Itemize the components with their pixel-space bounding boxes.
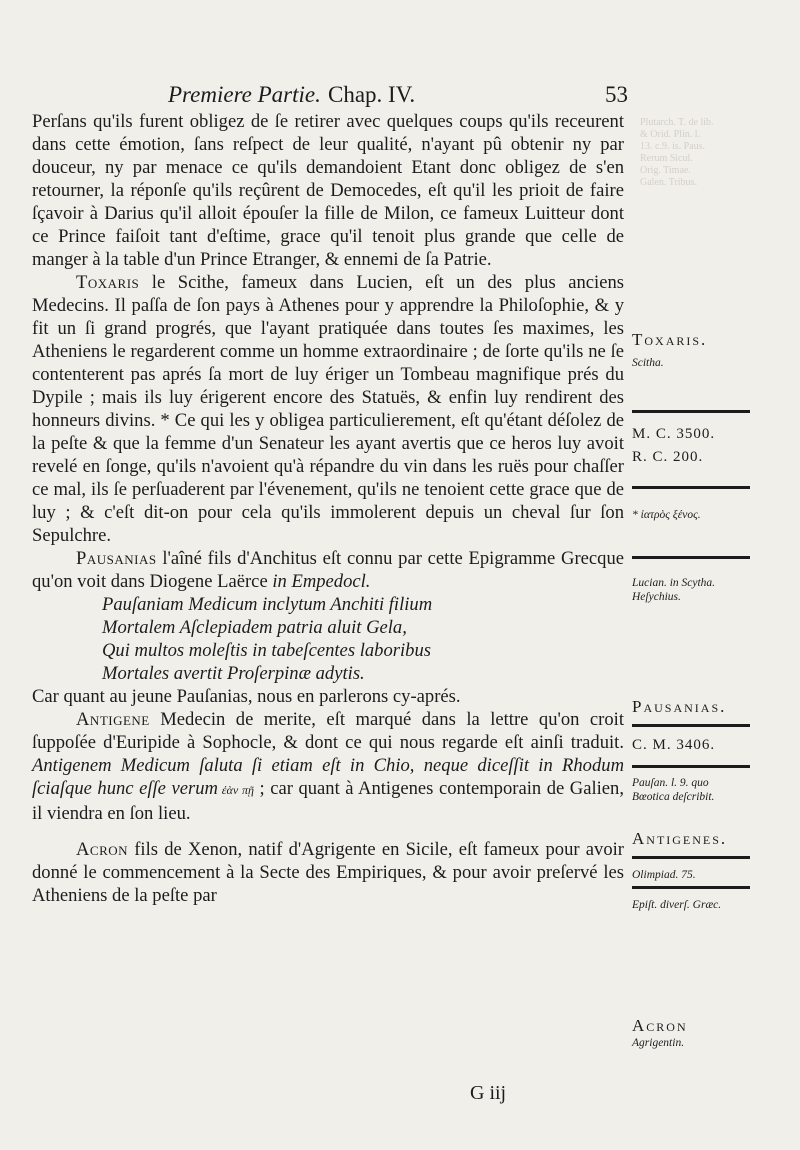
margin-acron-head: Acron: [632, 1016, 688, 1035]
margin-toxaris-head: Toxaris.: [632, 330, 708, 349]
margin-rule: [632, 724, 750, 727]
antigene-latin: Antigenem Medicum ſaluta ſi etiam eſt in Chio, neque diceſſit in Rhodum ſciaſque hunc eſſe verum: [32, 755, 624, 799]
antigene-text-1: Medecin de merite, eſt marqué dans la lettre qu'on croit ſuppoſée d'Euripide à Sophocle, & dont ce qui nous regarde eſt ainſi traduit.: [32, 709, 624, 753]
margin-pausanias-ref-2: Bœotica deſcribit.: [632, 791, 715, 803]
signature-mark: G iij: [470, 1082, 507, 1104]
acron-paragraph: [32, 838, 624, 907]
pausanias-paragraph: [32, 547, 624, 593]
margin-rule: [632, 856, 750, 859]
margin-lucian-ref-1: Lucian. in Scytha.: [632, 577, 716, 589]
verse-line: Mortalem Aſclepiadem patria aluit Gela,: [102, 617, 407, 638]
bleed-through-text: Plutarch. T. de lib. & Orid. Plin. l. 13. c.9. is. Paus. Rerum Sicul. Orig. Timae. Galen. Tribus.: [640, 117, 714, 188]
pausanias-after: Car quant au jeune Pauſanias, nous en parlerons cy-aprés.: [32, 686, 461, 707]
margin-toxaris-note: * ἰατρὸς ξένος.: [632, 509, 701, 521]
margin-toxaris-date-2: R. C. 200.: [632, 449, 704, 465]
pausanias-reference: in Empedocl.: [272, 571, 371, 592]
acron-name: Acron: [76, 839, 129, 860]
running-title: Premiere Partie.: [168, 82, 321, 107]
margin-rule: [632, 886, 750, 889]
margin-antigenes-head: Antigenes.: [632, 829, 728, 848]
margin-rule: [632, 765, 750, 768]
chapter-label: Chap. IV.: [328, 82, 416, 107]
verse-line: Pauſaniam Medicum inclytum Anchiti filium: [102, 594, 433, 615]
pausanias-text: l'aîné fils d'Anchitus eſt connu par cette Epigramme Grecque qu'on voit dans Diogene Laërce: [32, 548, 624, 592]
verse-line: Qui multos moleſtis in tabeſcentes laboribus: [102, 640, 431, 661]
antigene-name: Antigene: [76, 709, 150, 730]
margin-antigenes-epistle: Epiſt. diverſ. Græc.: [632, 899, 722, 911]
margin-antigenes-olympiad: Olimpiad. 75.: [632, 869, 696, 881]
antigene-paragraph: [32, 708, 624, 825]
margin-pausanias-ref-1: Pauſan. l. 9. quo: [632, 777, 709, 789]
pausanias-name: Pausanias: [76, 548, 157, 569]
page-number: 53: [605, 82, 628, 107]
main-text: [32, 110, 624, 907]
antigene-greek: ἐὰν πῇ: [217, 783, 254, 797]
acron-text: fils de Xenon, natif d'Agrigente en Sicile, eſt fameux pour avoir donné le commencement à la Secte des Empiriques, & pour avoir preſervé les Atheniens de la peſte par: [32, 839, 624, 906]
verse-line: Mortales avertit Proſerpinæ adytis.: [102, 663, 365, 684]
margin-pausanias-date: C. M. 3406.: [632, 737, 716, 753]
toxaris-name: Toxaris: [76, 272, 140, 293]
page-header: [168, 82, 628, 112]
margin-toxaris-date-1: M. C. 3500.: [632, 426, 716, 442]
margin-toxaris-sub: Scitha.: [632, 357, 664, 369]
margin-rule: [632, 556, 750, 559]
margin-lucian-ref-2: Heſychius.: [632, 591, 681, 603]
margin-rule: [632, 410, 750, 413]
margin-acron-sub: Agrigentin.: [632, 1037, 685, 1049]
antigene-text-2: ; car quant à Antigenes contemporain de Galien, il viendra en ſon lieu.: [32, 778, 624, 824]
intro-paragraph: Perſans qu'ils furent obligez de ſe retirer avec quelques coups qu'ils receurent dans cette émotion, ſans reſpect de leur qualité, n'ayant pû obtenir ny par douceur, ny par menace ce qu'ils demandoient Etant donc obligez de s'en retourner, la réponſe qu'ils reçûrent de Democedes, eſt qu'il les prioit de faire ſçavoir à Darius qu'il alloit épouſer la fille de Milon, ce fameux Luitteur dont ce Prince faiſoit tant d'eſtime, grace qu'il tenoit plus grande que celle de manger à la table d'un Prince Etranger, & ennemi de ſa Patrie.: [32, 111, 624, 270]
toxaris-paragraph: [32, 271, 624, 547]
margin-pausanias-head: Pausanias.: [632, 697, 727, 716]
margin-rule: [632, 486, 750, 489]
epigram-verse: [102, 593, 624, 685]
toxaris-text: le Scithe, fameux dans Lucien, eſt un des plus anciens Medecins. Il paſſa de ſon pays à Athenes pour y apprendre la Philoſophie, & y fit un ſi grand progrés, que l'ayant pratiquée dans toutes ſes maximes, les Atheniens le regarderent comme un homme extraordinaire ; de ſorte qu'ils ne ſe contenterent pas aprés ſa mort de luy ériger un Tombeau magnifique prés du Dypile ; mais ils luy érigerent encore des Statuës, & enfin luy rendirent des honneurs divins. * Ce qui les y obligea particulierement, eſt qu'étant déſolez de la peſte & que la femme d'un Senateur les ayant avertis que ce heros luy avoit revelé en ſonge, qu'ils n'avoient qu'à répandre du vin dans les ruës pour chaſſer ce mal, ils ſe perſuaderent par l'évenement, qu'ils ne tenoient cette grace que de luy ; & c'eſt dit-on pour cela qu'ils immolerent depuis un cheval ſur ſon Sepulchre.: [32, 272, 624, 546]
